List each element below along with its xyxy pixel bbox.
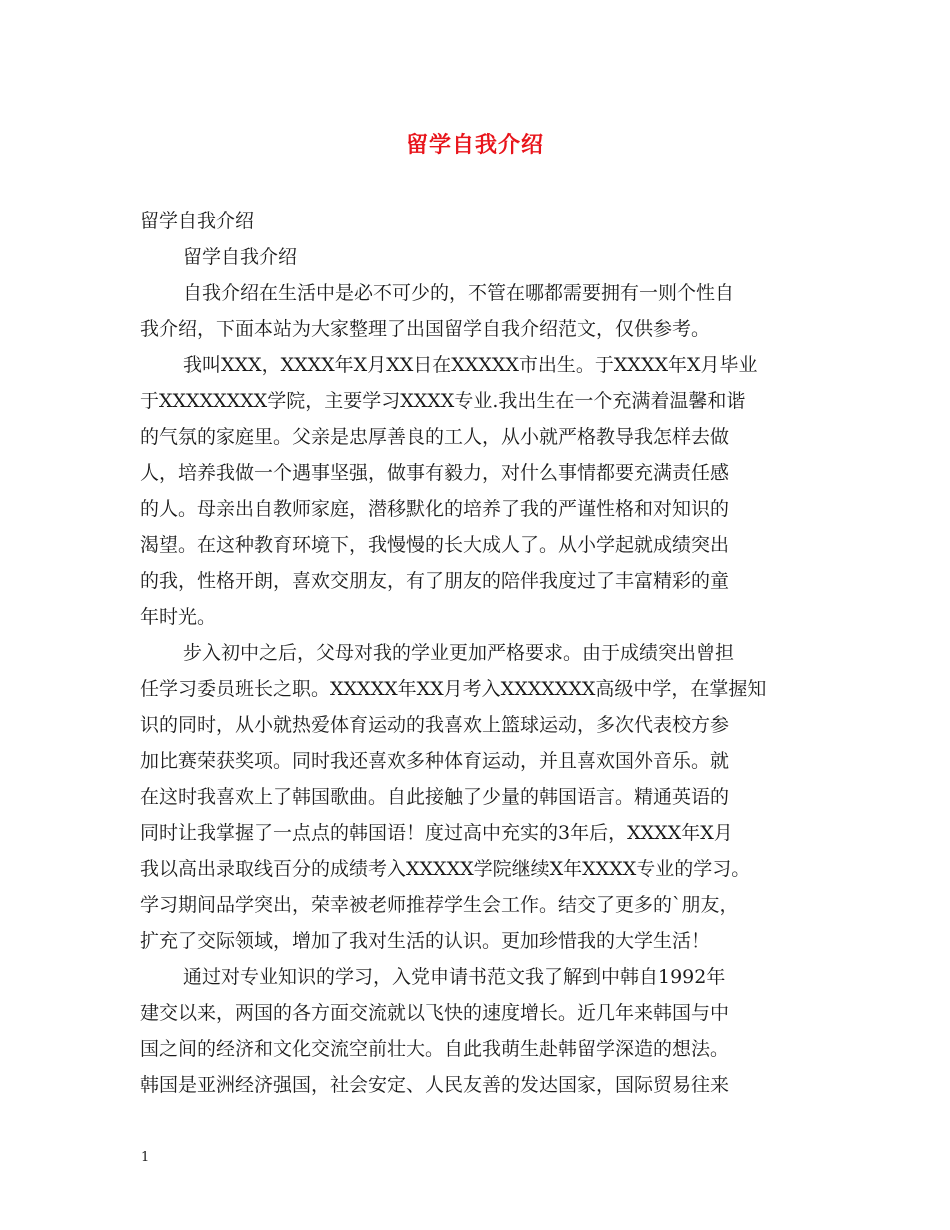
text-line: 我介绍，下面本站为大家整理了出国留学自我介绍范文，仅供参考。	[140, 318, 711, 340]
text-line: 在这时我喜欢上了韩国歌曲。自此接触了少量的韩国语言。精通英语的	[140, 786, 730, 808]
text-line: 我以高出录取线百分的成绩考入XXXXX学院继续X年XXXX专业的学习。	[140, 858, 751, 880]
text-line: 加比赛荣获奖项。同时我还喜欢多种体育运动，并且喜欢国外音乐。就	[140, 750, 730, 772]
document-title: 留学自我介绍	[405, 132, 544, 158]
text-line: 于XXXXXXXX学院，主要学习XXXX专业.我出生在一个充满着温馨和谐	[140, 390, 746, 412]
text-line: 同时让我掌握了一点点的韩国语！度过高中充实的3年后，XXXX年X月	[140, 822, 733, 844]
document-body	[140, 203, 820, 1103]
text-line: 的我，性格开朗，喜欢交朋友，有了朋友的陪伴我度过了丰富精彩的童	[140, 570, 730, 592]
text-line: 留学自我介绍	[183, 246, 298, 268]
text-line: 学习期间品学突出，荣幸被老师推荐学生会工作。结交了更多的`朋友，	[140, 894, 739, 916]
text-line: 步入初中之后，父母对我的学业更加严格要求。由于成绩突出曾担	[183, 642, 735, 664]
text-line: 扩充了交际领域，增加了我对生活的认识。更加珍惜我的大学生活！	[140, 930, 711, 952]
text-line: 人，培养我做一个遇事坚强，做事有毅力，对什么事情都要充满责任感	[140, 462, 730, 484]
text-line: 我叫XXX，XXXX年X月XX日在XXXXX市出生。于XXXX年X月毕业	[183, 354, 758, 376]
text-line: 识的同时，从小就热爱体育运动的我喜欢上篮球运动，多次代表校方参	[140, 714, 730, 736]
text-line: 年时光。	[140, 606, 217, 628]
text-line: 留学自我介绍	[140, 210, 255, 232]
text-line: 国之间的经济和文化交流空前壮大。自此我萌生赴韩留学深造的想法。	[140, 1038, 730, 1060]
text-line: 的气氛的家庭里。父亲是忠厚善良的工人，从小就严格教导我怎样去做	[140, 426, 730, 448]
page-number: 1	[141, 1150, 150, 1165]
text-line: 的人。母亲出自教师家庭，潜移默化的培养了我的严谨性格和对知识的	[140, 498, 730, 520]
text-line: 任学习委员班长之职。XXXXX年XX月考入XXXXXXX高级中学，在掌握知	[140, 678, 767, 700]
text-line: 自我介绍在生活中是必不可少的，不管在哪都需要拥有一则个性自	[183, 282, 735, 304]
text-line: 韩国是亚洲经济强国，社会安定、人民友善的发达国家，国际贸易往来	[140, 1074, 730, 1096]
text-line: 渴望。在这种教育环境下，我慢慢的长大成人了。从小学起就成绩突出	[140, 534, 730, 556]
text-line: 建交以来，两国的各方面交流就以飞快的速度增长。近几年来韩国与中	[140, 1002, 730, 1024]
text-line: 通过对专业知识的学习，入党申请书范文我了解到中韩自1992年	[183, 966, 726, 988]
